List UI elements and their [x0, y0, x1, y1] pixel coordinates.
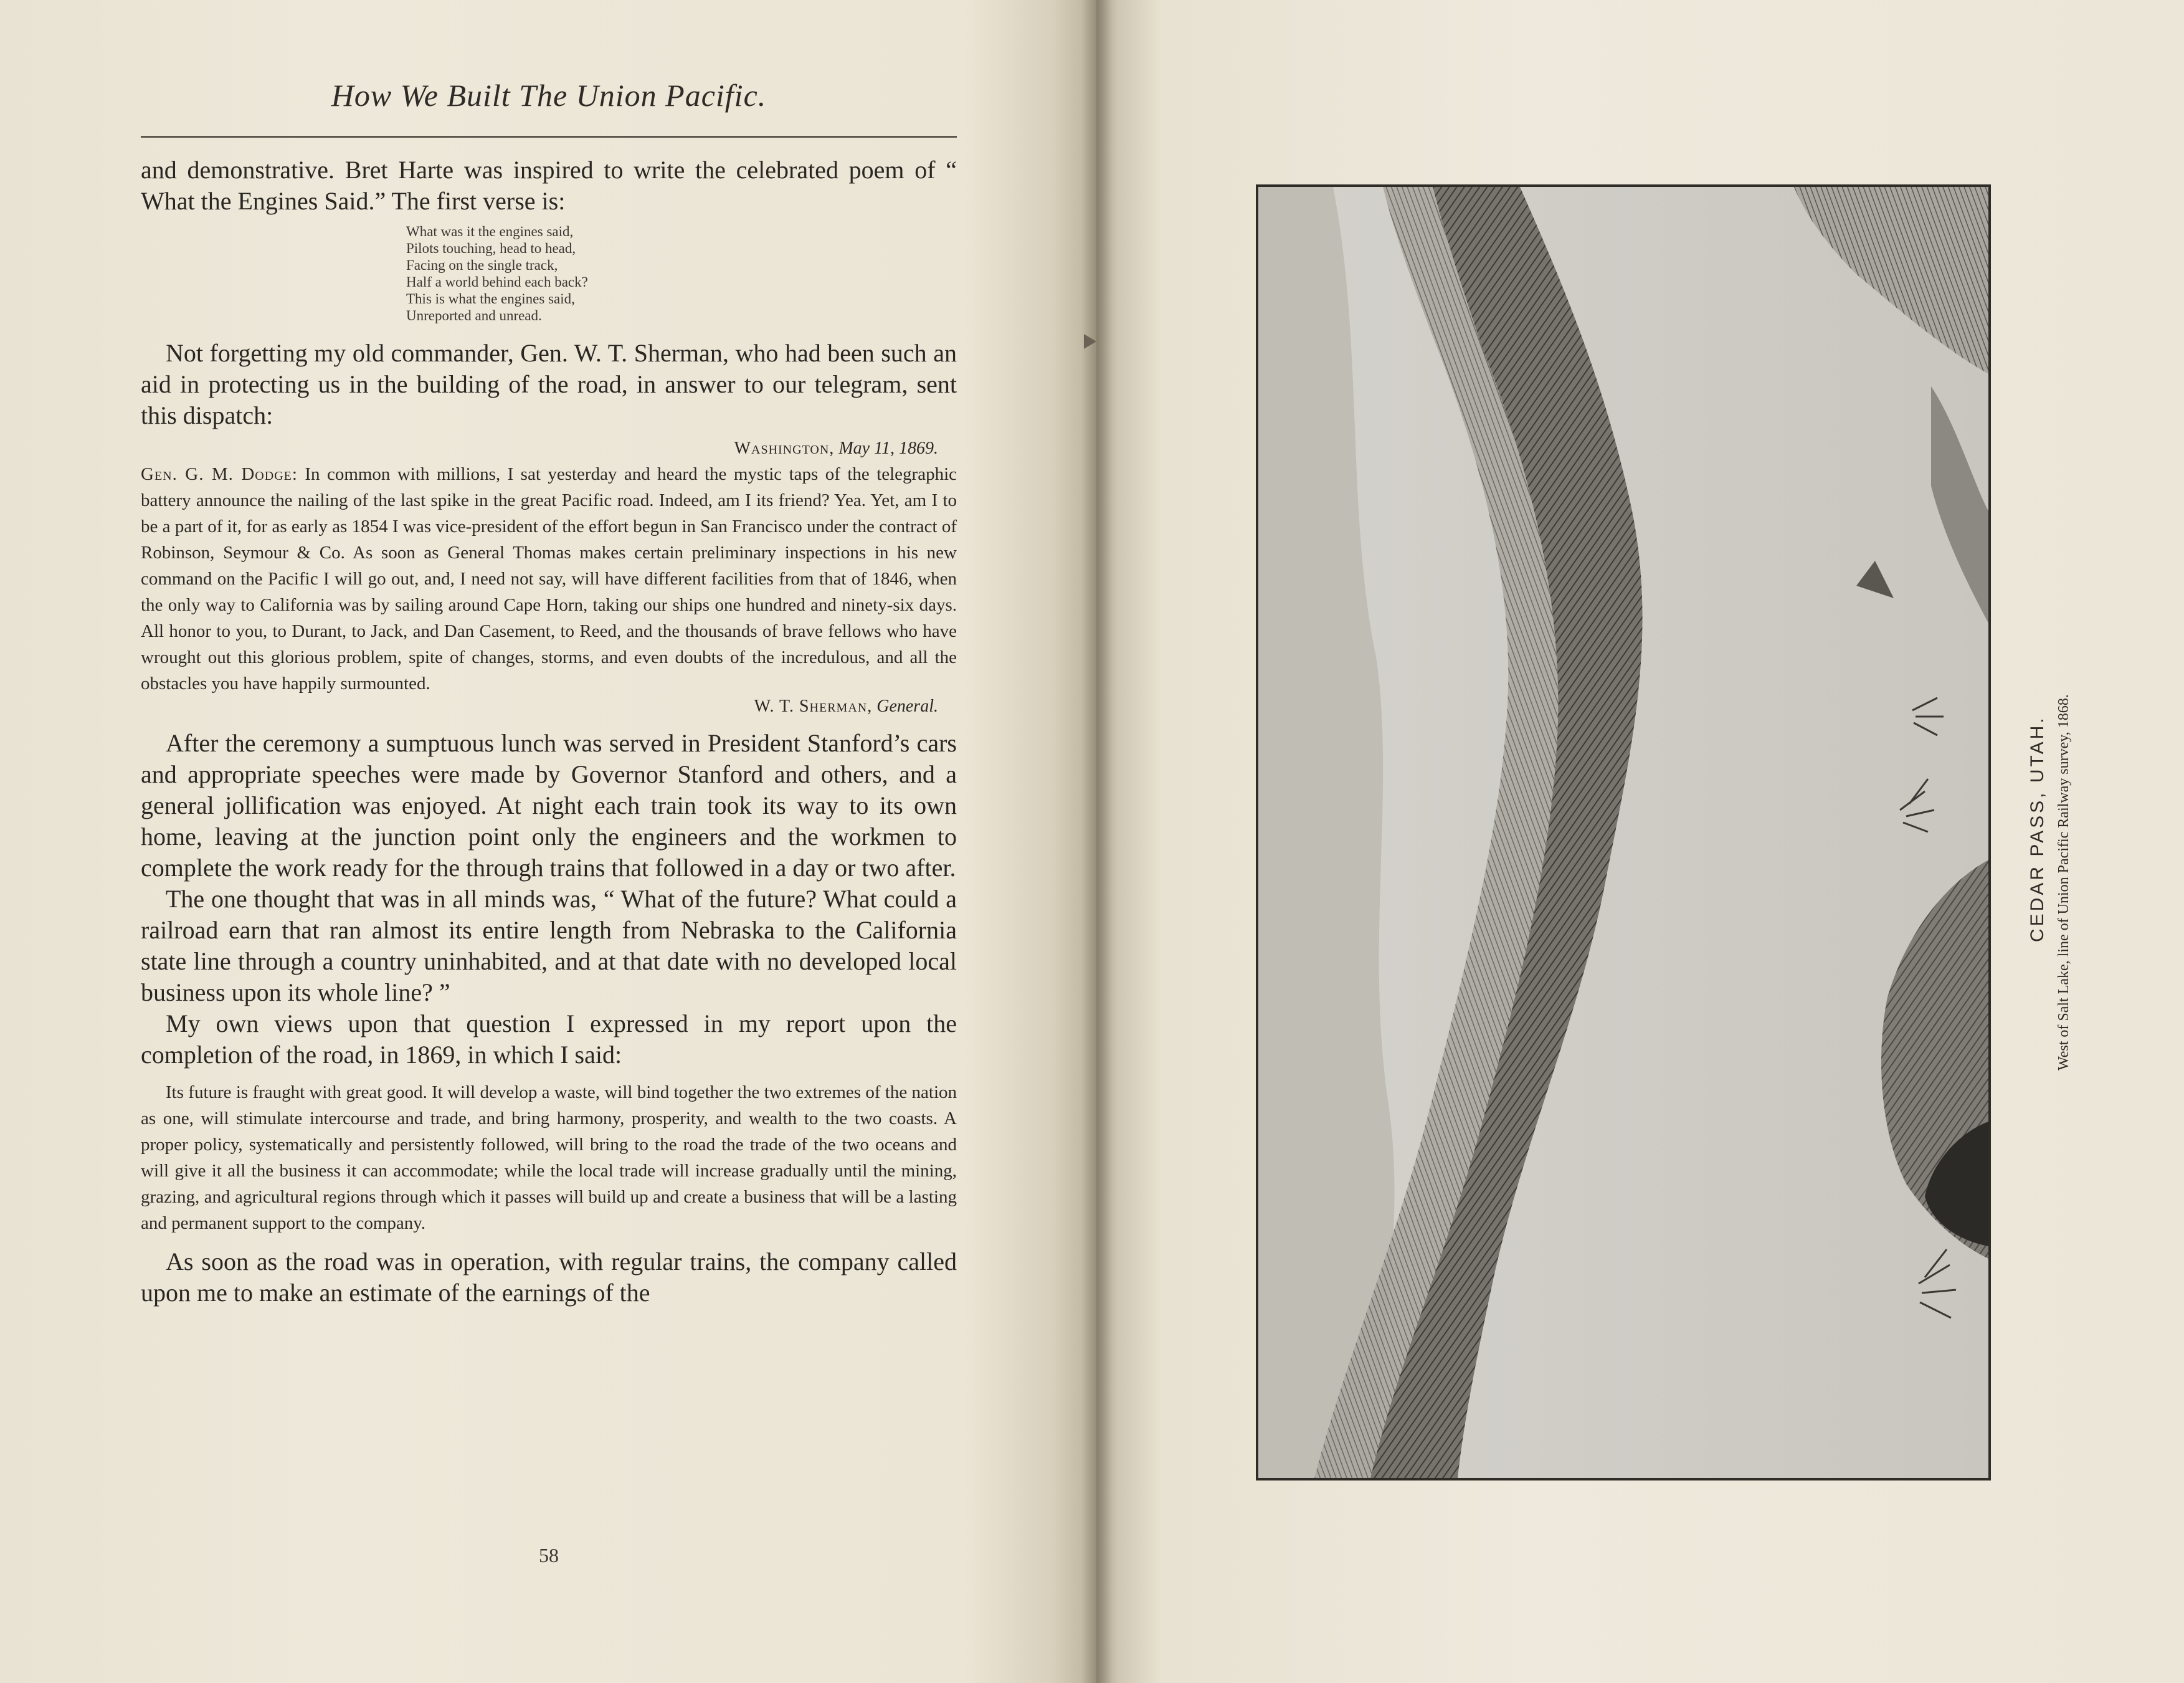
- letter-dateline: [141, 439, 957, 459]
- dateline-date: May 11, 1869.: [838, 439, 938, 458]
- signature-title: General.: [876, 697, 938, 716]
- book-spread: How We Built The Union Pacific. and demonstrative. Bret Harte was inspired to write the celebrated poem of “ What the Engines Said.” The first verse is: What was it the engines said, Pilots touching, head to head, Facing on the single track, Half a world behind each back? This is what the engines said, Unreported and unread. Not forgetting my old commander, Gen. W. T. Sherman, who had been such an aid in protecting us in the building of the road, in answer to our telegram, sent this dispatch: Washington, May 11, 1869. Gen. G. M. Dodge: In common with millions, I sat yesterday and heard the mystic taps of the telegraphic battery announce the nailing of the last spike in the great Pacific road. Indeed, am I its friend? Yea. Yet, am I to be a part of it, for as early as 1854 I was vice-president of the effort begun in San Francisco under the contract of Robinson, Seymour & Co. As soon as General Thomas makes certain preliminary inspections in his new command on the Pacific I will go out, and, I need not say, will have different facilities from that of 1846, when the only way to California was by sailing around Cape Horn, taking our ships one hundred and ninety-six days. All honor to you, to Durant, to Jack, and Dan Casement, to Reed, and the thousands of brave fellows who have wrought out this glorious problem, spite of changes, storms, and even doubts of the incredulous, and all the obstacles you have happily surmounted. W. T. Sherman, General. After the ceremony a sumptuous lunch was served in President Stanford’s cars and appropriate speeches were made by Governor Stanford and others, and a general jollification was enjoyed. At night each train took its way to its own home, leaving at the junction point only the engineers and the workmen to complete the work ready for the through trains that followed in a day or two after. The one thought that was in all minds was, “ What of the future? What could a railroad earn that ran almost its entire length from Nebraska to the California state line through a country uninhabited, and at that date with no developed local business upon its whole line? ” My own views upon that question I expressed in my report upon the completion of the road, in 1869, in which I said: Its future is fraught with great good. It will develop a waste, will bind together the two extremes of the nation as one, will stimulate intercourse and trade, and bring harmony, prosperity, and wealth to the two coasts. A proper policy, systematically and persistently followed, will bring to the road the trade of the two oceans and will give it all the business it can accommodate; while the local trade will increase gradually until the mining, grazing, and agricultural regions through which it passes will build up and create a business that will be a lasting and permanent support to the company. As soon as the road was in operation, with regular trains, the company called upon me to make an estimate of the earnings of the 58 CEDAR PASS, UTAH. West of Salt Lake, line of Union Pacific Railway survey, 1868.: [0, 0, 2184, 1683]
- left-page-body: [141, 155, 957, 1309]
- paragraph-operation: As soon as the road was in operation, with regular trains, the company called upon me to make an estimate of the earnings of the: [141, 1247, 957, 1307]
- signature-name: W. T. Sherman,: [754, 697, 873, 716]
- paragraph-ceremony: After the ceremony a sumptuous lunch was served in President Stanford’s cars and appropriate speeches were made by Governor Stanford and others, and a general jollification was enjoyed. At night each train took its way to its own home, leaving at the junction point only the engineers and the workmen to complete the work ready for the through trains that followed in a day or two after.: [141, 729, 957, 882]
- paragraph-report: My own views upon that question I expressed in my report upon the completion of the road, in 1869, in which I said:: [141, 1009, 957, 1069]
- page-number: 58: [539, 1544, 559, 1566]
- poem-line: Unreported and unread.: [406, 308, 542, 323]
- poem-verse: [406, 223, 957, 324]
- poem-line: This is what the engines said,: [406, 291, 575, 307]
- dateline-place: Washington,: [734, 439, 835, 458]
- header-rule: [141, 136, 957, 138]
- report-quote: Its future is fraught with great good. It will develop a waste, will bind together the two extremes of the nation as one, will stimulate intercourse and trade, and bring harmony, prosperity, and wealth to the two coasts. A proper policy, systematically and persistently followed, will bring to the road the trade of the two oceans and will give it all the business it can accommodate; while the local trade will increase gradually until the mining, grazing, and agricultural regions through which it passes will build up and create a business that will be a lasting and permanent support to the company.: [141, 1082, 957, 1233]
- paragraph-bret-harte: and demonstrative. Bret Harte was inspired to write the celebrated poem of “ What the Engines Said.” The first verse is:: [141, 156, 957, 215]
- sherman-letter: [141, 461, 957, 697]
- illustration-plate: [1256, 184, 1991, 1480]
- page-tear-mark: [1084, 334, 1096, 349]
- letter-salutation: Gen. G. M. Dodge:: [141, 464, 298, 484]
- book-gutter: [1081, 0, 1111, 1683]
- poem-line: Pilots touching, head to head,: [406, 241, 576, 256]
- paragraph-sherman: Not forgetting my old commander, Gen. W. T. Sherman, who had been such an aid in protecting us in the building of the road, in answer to our telegram, sent this dispatch:: [141, 339, 957, 429]
- letter-body: In common with millions, I sat yesterday and heard the mystic taps of the telegraphic battery announce the nailing of the last spike in the great Pacific road. Indeed, am I its friend? Yea. Yet, am I to be a part of it, for as early as 1854 I was vice-president of the effort begun in San Francisco under the contract of Robinson, Seymour & Co. As soon as General Thomas makes certain preliminary inspections in his new command on the Pacific I will go out, and, I need not say, will have different facilities from that of 1846, when the only way to California was by sailing around Cape Horn, taking our ships one hundred and ninety-six days. All honor to you, to Durant, to Jack, and Dan Casement, to Reed, and the thousands of brave fellows who have wrought out this glorious problem, spite of changes, storms, and even doubts of the incredulous, and all the obstacles you have happily surmounted.: [141, 464, 957, 694]
- poem-line: What was it the engines said,: [406, 224, 574, 239]
- poem-line: Half a world behind each back?: [406, 274, 588, 290]
- paragraph-future: The one thought that was in all minds was, “ What of the future? What could a railroad earn that ran almost its entire length from Nebraska to the California state line through a country uninhabited, and at that date with no developed local business upon its whole line? ”: [141, 885, 957, 1006]
- running-head: How We Built The Union Pacific.: [331, 78, 767, 113]
- poem-line: Facing on the single track,: [406, 257, 558, 273]
- cedar-pass-illustration: [1258, 187, 1988, 1478]
- letter-signature: [141, 697, 957, 717]
